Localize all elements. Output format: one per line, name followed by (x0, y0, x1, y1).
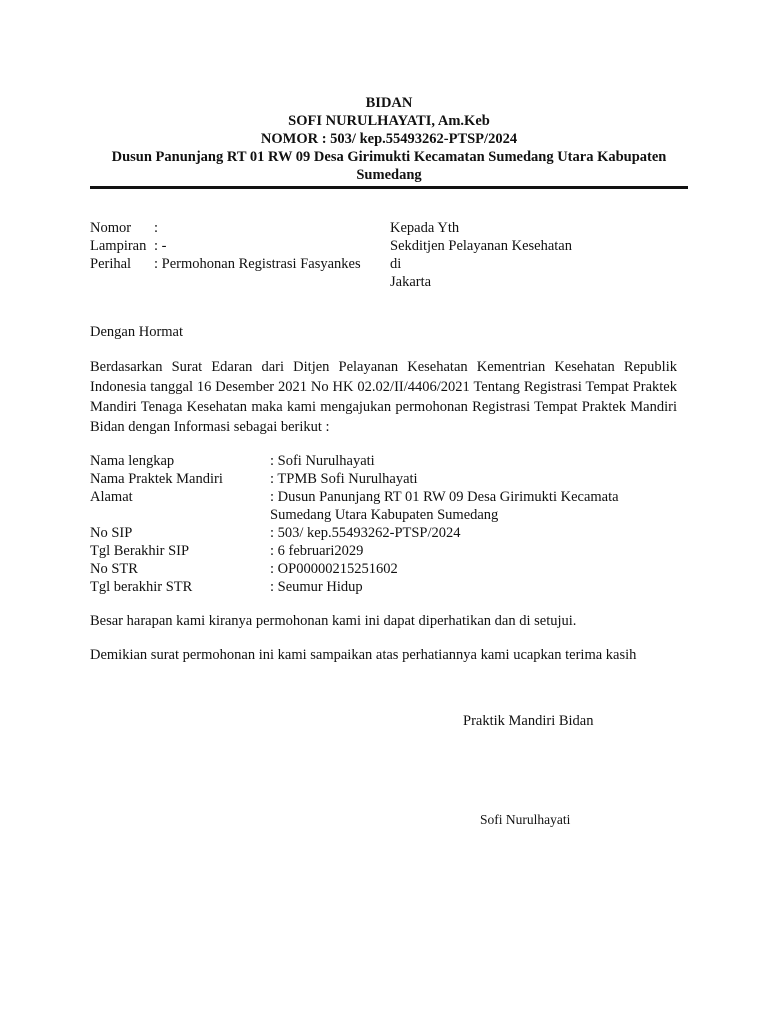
detail-value: : OP00000215251602 (270, 561, 398, 577)
detail-label: Tgl Berakhir SIP (90, 543, 190, 559)
recipient-line-1: Kepada Yth (390, 220, 460, 236)
detail-row (90, 470, 650, 488)
letter-meta (90, 219, 361, 273)
detail-label: Alamat (90, 489, 133, 505)
letterhead-name: SOFI NURULHAYATI, Am.Keb (288, 113, 490, 129)
letterhead-address: Dusun Panunjang RT 01 RW 09 Desa Girimukti Kecamatan Sumedang Utara Kabupaten Sumedang (111, 149, 667, 183)
signature-title: Praktik Mandiri Bidan (463, 713, 594, 729)
detail-label: Nama Praktek Mandiri (90, 471, 223, 487)
closing-hope: Besar harapan kami kiranya permohonan kami ini dapat diperhatikan dan di setujui. (90, 613, 577, 629)
detail-label: Nama lengkap (90, 453, 175, 469)
meta-lampiran (90, 237, 361, 255)
detail-value: : 6 februari2029 (270, 543, 364, 559)
meta-lampiran-value: : - (154, 238, 167, 254)
detail-label: Tgl berakhir STR (90, 579, 193, 595)
detail-row (90, 488, 650, 524)
detail-row (90, 560, 650, 578)
detail-row (90, 542, 650, 560)
recipient-line-3: di (390, 256, 402, 272)
detail-value: : Seumur Hidup (270, 579, 363, 595)
detail-label: No STR (90, 561, 138, 577)
letterhead (90, 94, 688, 184)
closing-thanks: Demikian surat permohonan ini kami sampaikan atas perhatiannya kami ucapkan terima kasih (90, 647, 637, 663)
letterhead-divider (90, 186, 688, 189)
letterhead-title: BIDAN (365, 95, 413, 111)
recipient-line-2: Sekditjen Pelayanan Kesehatan (390, 238, 572, 254)
meta-perihal-label: Perihal (90, 256, 132, 272)
detail-value: : TPMB Sofi Nurulhayati (270, 471, 418, 487)
detail-value: : 503/ kep.55493262-PTSP/2024 (270, 525, 461, 541)
meta-perihal (90, 255, 361, 273)
letterhead-number: NOMOR : 503/ kep.55493262-PTSP/2024 (260, 131, 518, 147)
recipient-line-4: Jakarta (390, 274, 432, 290)
salutation: Dengan Hormat (90, 324, 184, 340)
detail-value: : Sofi Nurulhayati (270, 453, 375, 469)
meta-perihal-value: : Permohonan Registrasi Fasyankes (154, 256, 361, 272)
recipient-block (390, 219, 572, 291)
details-list (90, 452, 650, 596)
meta-nomor (90, 219, 361, 237)
meta-nomor-label: Nomor (90, 220, 132, 236)
detail-label: No SIP (90, 525, 133, 541)
detail-row (90, 524, 650, 542)
body-paragraph: Berdasarkan Surat Edaran dari Ditjen Pelayanan Kesehatan Kementrian Kesehatan Republik Indonesia tanggal 16 Desember 2021 No HK 02.02/II/4406/2021 Tentang Registrasi Tempat Praktek Mandiri Tenaga Kesehatan maka kami mengajukan permohonan Registrasi Tempat Praktek Mandiri Bidan dengan Informasi sebagai berikut : (90, 359, 677, 435)
meta-nomor-value: : (154, 220, 159, 236)
detail-row (90, 578, 650, 596)
detail-value: : Dusun Panunjang RT 01 RW 09 Desa Girimukti Kecamata Sumedang Utara Kabupaten Sumedang (270, 489, 619, 523)
detail-row (90, 452, 650, 470)
signature-name: Sofi Nurulhayati (480, 812, 571, 827)
meta-lampiran-label: Lampiran (90, 238, 147, 254)
